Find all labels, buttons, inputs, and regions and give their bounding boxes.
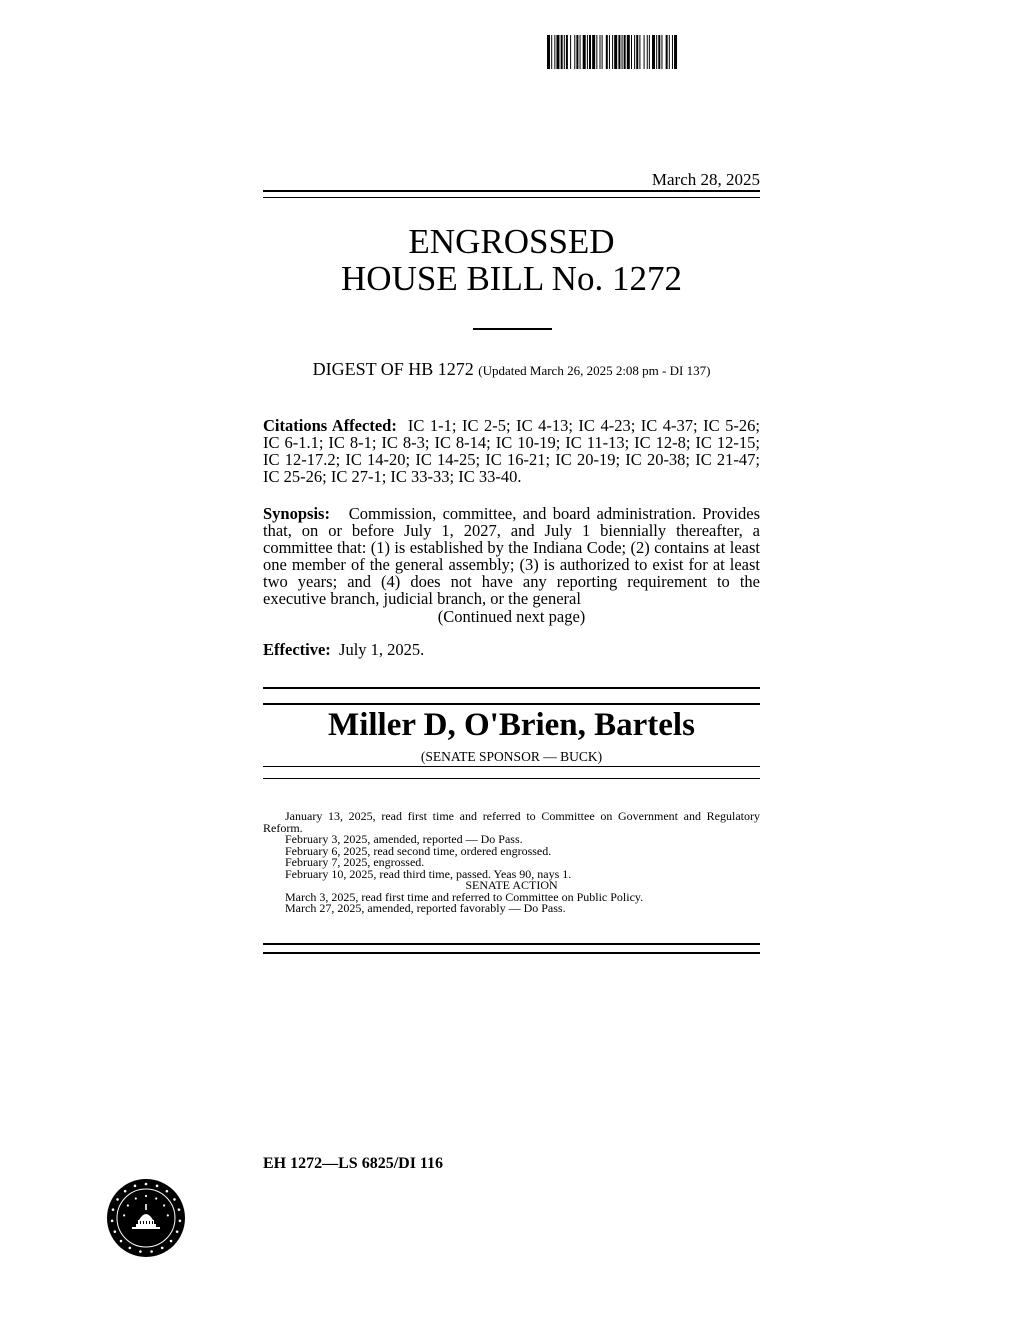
synopsis [263,505,760,607]
continued-note: (Continued next page) [437,607,586,626]
history-item: January 13, 2025, read first time and referred to Committee on Government and Regulatory Reform. [263,809,760,835]
divider [263,687,760,689]
effective-date [263,641,760,658]
divider [263,952,760,954]
bill-footer-id: EH 1272—LS 6825/DI 116 [263,1155,444,1172]
history-item: February 10, 2025, read third time, passed. Yeas 90, nays 1. [285,866,572,881]
history-item: February 7, 2025, engrossed. [285,855,425,869]
divider [263,190,760,192]
state-seal-icon [106,1178,186,1258]
history-item: February 6, 2025, read second time, ordered engrossed. [285,843,552,858]
bill-authors: Miller D, O'Brien, Bartels [328,707,695,743]
digest-heading [263,359,760,380]
citations-affected [263,417,760,485]
senate-sponsor: (SENATE SPONSOR — BUCK) [420,749,603,764]
history-item: March 3, 2025, read first time and referred to Committee on Public Policy. [285,889,644,904]
legislative-history [263,811,760,915]
bill-status-title: ENGROSSED [408,222,615,261]
title-divider [473,328,552,330]
divider [263,943,760,945]
synopsis-label: Synopsis: [263,504,330,523]
barcode-icon [547,35,783,69]
divider [263,703,760,705]
bill-number-title: HOUSE BILL No. 1272 [341,259,682,298]
effective-text: July 1, 2025. [339,640,425,659]
history-item: March 27, 2025, amended, reported favorably — Do Pass. [285,901,566,915]
digest-label: DIGEST OF HB 1272 [312,359,474,379]
senate-action-heading: SENATE ACTION [465,878,558,892]
divider [263,197,760,198]
synopsis-text: Commission, committee, and board administration. Provides that, on or before July 1, 2027, and July 1 biennially thereafter, a committee that: (1) is established by the Indiana Code; (2) contains at least one member of the general assembly; (3) is authorized to exist for at least two years; and (4) does not have any reporting requirement to the executive branch, judicial branch, or the general [263,504,760,608]
document-date: March 28, 2025 [651,170,760,189]
citations-text: IC 1-1; IC 2-5; IC 4-13; IC 4-23; IC 4-37; IC 5-26; IC 6-1.1; IC 8-1; IC 8-3; IC 8-14; IC 10-19; IC 11-13; IC 12-8; IC 12-15; IC 12-17.2; IC 14-20; IC 14-25; IC 16-21; IC 20-19; IC 20-38; IC 21-47; IC 25-26; IC 27-1; IC 33-33; IC 33-40. [263,416,760,486]
effective-label: Effective: [263,640,331,659]
divider [263,766,760,767]
divider [263,778,760,779]
citations-label: Citations Affected: [263,416,397,435]
digest-updated: (Updated March 26, 2025 2:08 pm - DI 137) [478,363,711,378]
history-item: February 3, 2025, amended, reported — Do Pass. [285,832,523,846]
